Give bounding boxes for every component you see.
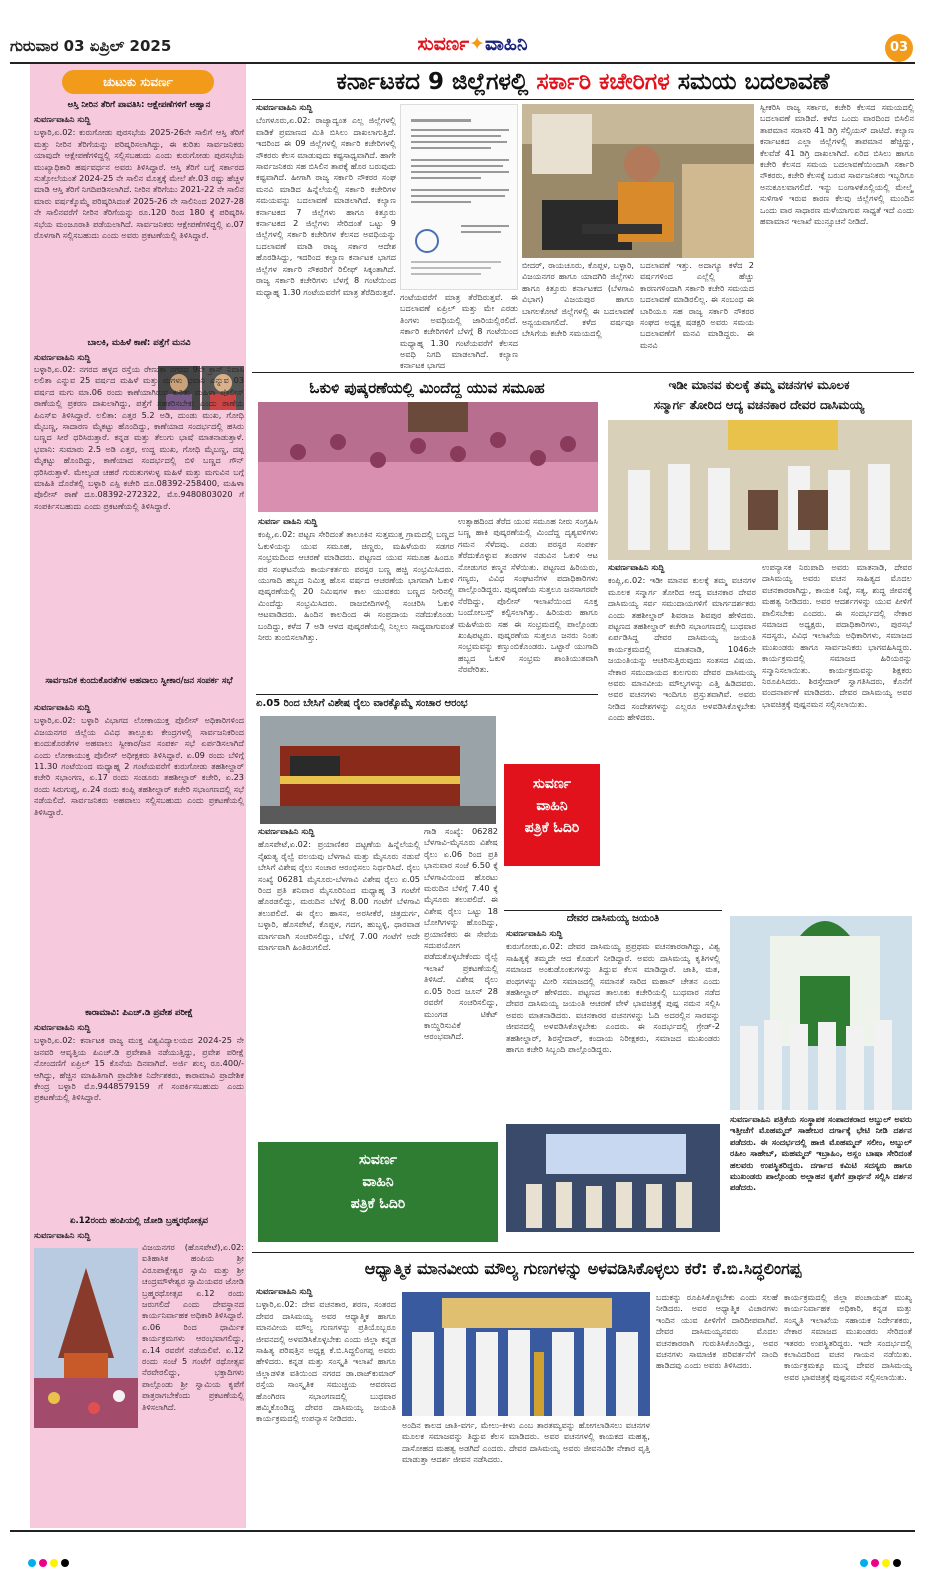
paragraph: ಬಳ್ಳಾರಿ,ಏ.02: ಕರ್ನಾಟಕ ರಾಜ್ಯ ಮುಕ್ತ ವಿಶ್ವವಿದ್ಯಾಲಯದ 2024-25 ನೇ ಜನವರಿ ಆವೃತ್ತಿಯ ಪಿಎಚ್.ಡಿ ಪ್ರವೇಶಾತಿ ನಡೆಯುತ್ತಿದ್ದು, ಪ್ರವೇಶ ಪರೀಕ್ಷೆ ನೋಂದಣಿಗೆ ಏಪ್ರಿಲ್ 15 ಕೊನೆಯ ದಿನವಾಗಿದೆ. ಅರ್ಜಿ ಶುಲ್ಕ ರೂ.400/- ಆಗಿದ್ದು, ಹೆಚ್ಚಿನ ಮಾಹಿತಿಗಾಗಿ ಪ್ರಾದೇಶಿಕ ನಿರ್ದೇಶಕರು, ಕಾರಾಮಾವಿ ಪ್ರಾದೇಶಿಕ ಕೇಂದ್ರ ಬಳ್ಳಾರಿ ಮೊ.9448579159 ಗೆ ಸಂಪರ್ಕಿಸಬಹುದು ಎಂದು ಪ್ರಕಟಣೆಯಲ್ಲಿ ತಿಳಿಸಿದ್ದಾರೆ. <box>34 1035 244 1103</box>
paragraph: ಗಾಡಿ ಸಂಖ್ಯೆ: 06282 ಬೆಳಗಾವಿ-ಮೈಸೂರು ವಿಶೇಷ ರೈಲು ಏ.06 ರಿಂದ ಪ್ರತಿ ಭಾನುವಾರ ಸಂಜೆ 6.50 ಕ್ಕೆ ಬೆಳಗಾವಿಯಿಂದ ಹೊರಟು ಮರುದಿನ ಬೆಳಿಗ್ಗೆ 7.40 ಕ್ಕೆ ಮೈಸೂರು ತಲುಪಲಿದೆ. ಈ ವಿಶೇಷ ರೈಲು ಒಟ್ಟು 18 ಬೋಗಿಗಳನ್ನು ಹೊಂದಿದ್ದು, ಪ್ರಯಾಣಿಕರು ಈ ಸೇವೆಯ ಸದುಪಯೋಗ ಪಡೆದುಕೊಳ್ಳಬೇಕೆಂದು ರೈಲ್ವೆ ಇಲಾಖೆ ಪ್ರಕಟಣೆಯಲ್ಲಿ ತಿಳಿಸಿದೆ. ವಿಶೇಷ ರೈಲು ಏ.05 ರಿಂದ ಜೂನ್ 28 ರವರೆಗೆ ಸಂಚರಿಸಲಿದ್ದು, ಮುಂಗಡ ಟಿಕೆಟ್ ಕಾಯ್ದಿರಿಸುವಿಕೆ ಆರಂಭವಾಗಿದೆ. <box>424 826 498 1042</box>
lead-headline <box>252 66 914 98</box>
sidebar-story5-byline <box>34 1230 244 1242</box>
chariot-festival-photo <box>34 1248 138 1428</box>
promo-line3: ಪತ್ರಿಕೆ ಓದಿರಿ <box>524 820 580 836</box>
dasimayya-col1 <box>608 562 756 896</box>
paragraph: ಬದಲಾವಣೆ ಇತ್ತು. ಅದಾಗ್ಯೂ ಕಳೆದ 2 ವರ್ಷಗಳಿಂದ ಎಲ್ಲೆಲ್ಲಿ ಹೆಚ್ಚು ಕಾರಣಗಳಿಂದಾಗಿ ಸರ್ಕಾರಿ ಕಚೇರಿ ಸಮಯದ ಬದಲಾವಣೆ ಮಾಡಿರಲಿಲ್ಲ. ಈ ಸಂಬಂಧ ಈ ಬಾರಿಯೂ ಸಹ ರಾಜ್ಯ ಸರ್ಕಾರಿ ನೌಕರರ ಸಂಘದ ಅಧ್ಯಕ್ಷ ಷಡಕ್ಷರಿ ಅವರು ಸಮಯ ಬದಲಾವಣೆಗೆ ಮನವಿ ಮಾಡಿದ್ದರು. ಈ ಮನವಿ <box>640 260 754 350</box>
paragraph: ಕಂಪ್ಲಿ,ಏ.02: ಪಟ್ಟಣ ಸೇರಿದಂತೆ ತಾಲೂಕಿನ ಸುತ್ತಮುತ್ತ ಗ್ರಾಮದಲ್ಲಿ ಬಣ್ಣದ ಓಕುಳಿಯನ್ನು ಯುವ ಸಮೂಹ, ಚಿಣ್ಣರು, ಮಹಿಳೆಯರು ಸಡಗರ ಸಂಭ್ರಮದಿಂದ ಆಚರಣೆ ಮಾಡಿದರು. ಪಟ್ಟಣದ ಯುವ ಸಮೂಹ ಹಿಂದೂ ಪರ ಸಂಘಟನೆಯ ಕಾರ್ಯಕರ್ತರು ಪರಸ್ಪರ ಬಣ್ಣ ಹಚ್ಚಿ ಸಂಭ್ರಮಿಸಿದರು. ಯುಗಾದಿ ಹಬ್ಬದ ನಿಮಿತ್ತ ಹೊಸ ವರ್ಷದ ಆಚರಣೆಯ ಭಾಗವಾಗಿ ಓಕುಳಿ ಪುಷ್ಕರಣೆಯಲ್ಲಿ 20 ನಿಮಿಷಗಳ ಕಾಲ ಯುವಕರು ಬಣ್ಣದ ನೀರಿನಲ್ಲಿ ಮಿಂದೆದ್ದು ಸಂಭ್ರಮಿಸಿದರು. ರಾಜಬೀದಿಗಳಲ್ಲಿ ಸಂಚರಿಸಿ ಓಕುಳಿ ಆಟವಾಡಿದರು. ಹಿಂದಿನ ಕಾಲದಿಂದ ಈ ಸಂಪ್ರದಾಯ ನಡೆದುಕೊಂಡು ಬಂದಿದ್ದು, ಕಳೆದ 7 ಅಡಿ ಆಳದ ಪುಷ್ಕರಣೆಯಲ್ಲಿ ನಿಲ್ಲಲು ಸಾಧ್ಯವಾಗುವಂತೆ ನೀರು ತುಂಬಿಸಲಾಗಿತ್ತು. <box>258 529 454 643</box>
byline: ಸುವರ್ಣವಾಹಿನಿ ಸುದ್ದಿ <box>256 1286 313 1296</box>
magenta-dot-icon <box>39 1559 47 1567</box>
paragraph: ಕುರುಗೋಡು,ಏ.02: ದೇವರ ದಾಸಿಮಯ್ಯ ಪ್ರಪ್ರಥಮ ವಚನಕಾರರಾಗಿದ್ದು, ವಿಶ್ವ ಸಾಹಿತ್ಯಕ್ಕೆ ತಮ್ಮದೇ ಆದ ಕೊಡುಗೆ ನೀಡಿದ್ದಾರೆ. ಅವರು ದಾಸಿಮಯ್ಯ ಕೃತಿಗಳಲ್ಲಿ ಸಮಾಜದ ಅಂಕುಡೊಂಕುಗಳನ್ನು ತಿದ್ದುವ ಕೆಲಸ ಮಾಡಿದ್ದಾರೆ. ಜಾತಿ, ಮತ, ಪಂಥಗಳನ್ನು ಮೀರಿ ಸಮಾಜದಲ್ಲಿ ಸಮಾನತೆ ಸಾರಿದ ಮಹಾನ್ ಚೇತನ ಎಂದು ತಹಶೀಲ್ದಾರ್ ಹೇಳಿದರು. ಪಟ್ಟಣದ ತಾಲೂಕು ಕಚೇರಿಯಲ್ಲಿ ಬುಧವಾರ ನಡೆದ ದೇವರ ದಾಸಿಮಯ್ಯ ಜಯಂತಿ ಆಚರಣೆ ವೇಳೆ ಭಾವಚಿತ್ರಕ್ಕೆ ಪುಷ್ಪ ನಮನ ಸಲ್ಲಿಸಿ ಅವರು ಮಾತನಾಡಿದರು. ವಚನಕಾರರ ವಚನಗಳನ್ನು ಓದಿ ಅದರಲ್ಲಿನ ಸಾರವನ್ನು ಜೀವನದಲ್ಲಿ ಅಳವಡಿಸಿಕೊಳ್ಳಬೇಕು ಎಂದರು. ಈ ಸಂದರ್ಭದಲ್ಲಿ ಗ್ರೇಡ್-2 ತಹಶೀಲ್ದಾರ್, ಶಿರಸ್ತೇದಾರ್, ಕಂದಾಯ ನಿರೀಕ್ಷಕರು, ಸಮಾಜದ ಮುಖಂಡರು ಹಾಗೂ ಕಚೇರಿ ಸಿಬ್ಬಂದಿ ಪಾಲ್ಗೊಂಡಿದ್ದರು. <box>506 941 720 1055</box>
jayanti-event-photo <box>506 1124 720 1232</box>
lead-col5 <box>760 102 914 370</box>
cyan-dot-icon <box>860 1559 868 1567</box>
print-registration-marks-left <box>28 1552 88 1562</box>
sidebar-story1-body <box>34 114 244 334</box>
paragraph: ಕಂಪ್ಲಿ,ಏ.02: ಇಡೀ ಮಾನವ ಕುಲಕ್ಕೆ ತಮ್ಮ ವಚನಗಳ ಮೂಲಕ ಸನ್ಮಾರ್ಗ ತೋರಿದ ಆದ್ಯ ವಚನಕಾರ ದೇವರ ದಾಸಿಮಯ್ಯ ಸರ್ವ ಸಮುದಾಯಗಳಿಗೆ ಮಾರ್ಗದರ್ಶಕರು ಎಂದು ತಹಶೀಲ್ದಾರ್ ಶಿವರಾಜ ಶಿವಪುರ ಹೇಳಿದರು. ಪಟ್ಟಣದ ತಹಶೀಲ್ದಾರ್ ಕಚೇರಿ ಸಭಾಂಗಣದಲ್ಲಿ ಬುಧವಾರ ಏರ್ಪಡಿಸಿದ್ದ ದೇವರ ದಾಸಿಮಯ್ಯ ಜಯಂತಿ ಕಾರ್ಯಕ್ರಮದಲ್ಲಿ ಮಾತನಾಡಿ, 1046ನೇ ಜಯಂತಿಯನ್ನು ಆಚರಿಸುತ್ತಿರುವುದು ಸಂತಸದ ವಿಷಯ. ನೇಕಾರ ಸಮುದಾಯದ ಕುಲಗುರು ದೇವರ ದಾಸಿಮಯ್ಯ ಅವರು ಮಾನವೀಯ ಮೌಲ್ಯಗಳನ್ನು ಎತ್ತಿ ಹಿಡಿದವರು. ಅವರ ವಚನಗಳು ಇಂದಿಗೂ ಪ್ರಸ್ತುತವಾಗಿವೆ. ಅವರು ನೀಡಿದ ಸಂದೇಶಗಳನ್ನು ಎಲ್ಲರೂ ಅಳವಡಿಸಿಕೊಳ್ಳಬೇಕು ಎಂದು ಹೇಳಿದರು. <box>608 575 756 723</box>
sidebar-story5-body <box>142 1242 244 1430</box>
byline: ಸುವರ್ಣವಾಹಿನಿ ಸುದ್ದಿ <box>258 826 315 836</box>
lead-rule <box>252 99 914 100</box>
paragraph: ಬೆಂಗಳೂರು,ಏ.02: ರಾಜ್ಯಾದ್ಯಂತ ಎಲ್ಲ ಜಿಲ್ಲೆಗಳಲ್ಲಿ ವಾಡಿಕೆ ಪ್ರಮಾಣದ ಮಿತಿ ಬಿಸಿಲು ದಾಖಲಾಗುತ್ತಿದೆ. ಇದರಿಂದ ಈ 09 ಜಿಲ್ಲೆಗಳಲ್ಲಿ ಸರ್ಕಾರಿ ಕಚೇರಿಗಳಲ್ಲಿ ನೌಕರರು ಕೆಲಸ ಮಾಡುವುದು ಕಷ್ಟಸಾಧ್ಯವಾಗಿದೆ. ಹಾಗೇ ಸಾರ್ವಜನಿಕರು ಸಹ ಬಿಸಿಲಿನ ತಾಪಕ್ಕೆ ಹೊರ ಬರುವುದು ಕಷ್ಟವಾಗಿದೆ. ಹೀಗಾಗಿ ರಾಜ್ಯ ಸರ್ಕಾರಿ ನೌಕರರ ಸಂಘ ಮನವಿ ಮಾಡಿದ ಹಿನ್ನೆಲೆಯಲ್ಲಿ ಸರ್ಕಾರಿ ಕಚೇರಿಗಳ ಸಮಯವನ್ನು ಬದಲಾವಣೆ ಮಾಡಲಾಗಿದೆ. ಕಲ್ಯಾಣ ಕರ್ನಾಟಕದ 7 ಜಿಲ್ಲೆಗಳು ಹಾಗೂ ಕಿತ್ತೂರು ಕರ್ನಾಟಕದ 2 ಜಿಲ್ಲೆಗಳು ಸೇರಿದಂತೆ ಒಟ್ಟು 9 ಜಿಲ್ಲೆಗಳಲ್ಲಿ ಸರ್ಕಾರಿ ಕಚೇರಿಗಳ ಕೆಲಸದ ಅವಧಿಯನ್ನು ಬದಲಾವಣೆ ಮಾಡಿ ರಾಜ್ಯ ಸರ್ಕಾರ ಆದೇಶ ಹೊರಡಿಸಿದ್ದು, ಇದರಿಂದ ಕಲ್ಯಾಣ ಕರ್ನಾಟಕ ಭಾಗದ ಜಿಲ್ಲೆಗಳ ಸರ್ಕಾರಿ ನೌಕರರಿಗೆ ರಿಲೀಫ್ ಸಿಕ್ಕಂತಾಗಿದೆ. ರಾಜ್ಯ ಸರ್ಕಾರಿ ಕಚೇರಿಗಳು ಬೆಳಗ್ಗೆ 8 ಗಂಟೆಯಿಂದ ಮಧ್ಯಾಹ್ನ 1.30 ಗಂಟೆಯವರೆಗೆ ಮಾತ್ರ ತೆರೆದಿರುತ್ತವೆ. <box>256 115 396 297</box>
promo-line1: ಸುವರ್ಣ <box>532 776 572 792</box>
sidebar-story5-headline: ಏ.12ರಂದು ಹಂಪಿಯಲ್ಲಿ ಜೋಡಿ ಬ್ರಹ್ಮರಥೋತ್ಸವ <box>70 1216 208 1226</box>
promo-line1: ಸುವರ್ಣ <box>358 1152 398 1168</box>
lead-col4 <box>640 260 754 370</box>
issue-date: ಗುರುವಾರ 03 ಏಪ್ರಿಲ್ 2025 <box>10 37 172 55</box>
paragraph: ಬಳ್ಳಾರಿ,ಏ.02: ದೇವ ವಚನಕಾರ, ಶರಣ, ಸಂತರದ ದೇವರ ದಾಸಿಮಯ್ಯ ಅವರ ಆಧ್ಯಾತ್ಮಿಕ ಹಾಗೂ ಮಾನವೀಯ ಮೌಲ್ಯ ಗುಣಗಳನ್ನು ಪ್ರತಿಯೊಬ್ಬರೂ ಜೀವನದಲ್ಲಿ ಅಳವಡಿಸಿಕೊಳ್ಳಬೇಕು ಎಂದು ಜಿಲ್ಲಾ ಕನ್ನಡ ಸಾಹಿತ್ಯ ಪರಿಷತ್ತಿನ ಅಧ್ಯಕ್ಷ ಕೆ.ಬಿ.ಸಿದ್ಧಲಿಂಗಪ್ಪ ಅವರು ಹೇಳಿದರು. ಕನ್ನಡ ಮತ್ತು ಸಂಸ್ಕೃತಿ ಇಲಾಖೆ ಹಾಗೂ ಜಿಲ್ಲಾಡಳಿತ ವತಿಯಿಂದ ನಗರದ ಡಾ.ರಾಜ್‌ಕುಮಾರ್ ರಸ್ತೆಯ ಸಾಂಸ್ಕೃತಿಕ ಸಮುಚ್ಚಯ ಆವರಣದ ಹೊಂಗಿರಣ ಸಭಾಂಗಣದಲ್ಲಿ ಬುಧವಾರ ಹಮ್ಮಿಕೊಂಡಿದ್ದ ದೇವರ ದಾಸಿಮಯ್ಯ ಜಯಂತಿ ಕಾರ್ಯಕ್ರಮದಲ್ಲಿ ಉಪನ್ಯಾಸ ನೀಡಿದರು. <box>256 1299 396 1424</box>
spiritual-col2 <box>402 1420 650 1526</box>
byline: ಸುವರ್ಣವಾಹಿನಿ ಸುದ್ದಿ <box>506 928 563 938</box>
crowd-pond-image <box>258 402 598 512</box>
promo-box-red <box>504 764 600 866</box>
paragraph: ಸ್ವೀಕರಿಸಿ ರಾಜ್ಯ ಸರ್ಕಾರ, ಕಚೇರಿ ಕೆಲಸದ ಸಮಯದಲ್ಲಿ ಬದಲಾವಣೆ ಮಾಡಿದೆ. ಕಳೆದ ಒಂದು ವಾರದಿಂದ ಬಿಸಿಲಿನ ತಾಪಮಾನ ಸರಾಸರಿ 41 ಡಿಗ್ರಿ ಸೆಲ್ಸಿಯಸ್ ದಾಟಿದೆ. ಕಲ್ಯಾಣ ಕರ್ನಾಟಕದ ಎಲ್ಲಾ ಜಿಲ್ಲೆಗಳಲ್ಲಿ ತಾಪಮಾನ ಹೆಚ್ಚಿದ್ದು, ಕೆಲವೆಡೆ 41 ಡಿಗ್ರಿ ದಾಖಲಾಗಿದೆ. ಏರಿದ ಬಿಸಿಲು ಹಾಗೂ ಕಚೇರಿ ಕೆಲಸದ ಸಮಯ ಬದಲಾವಣೆಯಿಂದಾಗಿ ಸರ್ಕಾರಿ ನೌಕರರು, ಕಚೇರಿ ಕೆಲಸಕ್ಕೆ ಬರುವ ಸಾರ್ವಜನಿಕರು ಇಬ್ಬರಿಗೂ ಅನುಕೂಲವಾಗಲಿದೆ. ಇನ್ನು ಬಂಗಾಳಕೊಲ್ಲಿಯಲ್ಲಿ ಮೇಲ್ಮೈ ಸುಳಿಗಾಳಿ ಇರುವ ಕಾರಣ ಕೆಲವು ಜಿಲ್ಲೆಗಳಲ್ಲಿ ಮುಂದಿನ ಒಂದು ವಾರ ಸಾಧಾರಣ ಮಳೆಯಾಗುವ ಸಾಧ್ಯತೆ ಇದೆ ಎಂದು ಹವಾಮಾನ ಇಲಾಖೆ ಮುನ್ಸೂಚನೆ ನೀಡಿದೆ. <box>760 102 914 227</box>
lead-headline-part3: ಸಮಯ ಬದಲಾವಣೆ <box>669 69 830 95</box>
jayanti-body <box>506 928 720 1120</box>
paragraph: ಉಪನ್ಯಾಸಕ ನಿರುಪಾದಿ ಅವರು ಮಾತನಾಡಿ, ದೇವರ ದಾಸಿಮಯ್ಯ ಅವರು ವಚನ ಸಾಹಿತ್ಯದ ಮೊದಲ ವಚನಕಾರರಾಗಿದ್ದು, ಕಾಯಕ ನಿಷ್ಠೆ, ಸತ್ಯ, ಶುದ್ಧ ಜೀವನಕ್ಕೆ ಮಹತ್ವ ನೀಡಿದರು. ಅವರ ಆದರ್ಶಗಳನ್ನು ಯುವ ಪೀಳಿಗೆ ಪಾಲಿಸಬೇಕು ಎಂದರು. ಈ ಸಂದರ್ಭದಲ್ಲಿ ನೇಕಾರ ಸಮಾಜದ ಅಧ್ಯಕ್ಷರು, ಪದಾಧಿಕಾರಿಗಳು, ಪುರಸಭೆ ಸದಸ್ಯರು, ವಿವಿಧ ಇಲಾಖೆಯ ಅಧಿಕಾರಿಗಳು, ಸಮಾಜದ ಮುಖಂಡರು ಹಾಗೂ ಸಾರ್ವಜನಿಕರು ಭಾಗವಹಿಸಿದ್ದರು. ಕಾರ್ಯಕ್ರಮದಲ್ಲಿ ಸಮಾಜದ ಹಿರಿಯರನ್ನು ಸನ್ಮಾನಿಸಲಾಯಿತು. ಕಾರ್ಯಕ್ರಮವನ್ನು ಶಿಕ್ಷಕರು ನಿರೂಪಿಸಿದರು. ಶಿರಸ್ತೇದಾರ್ ಸ್ವಾಗತಿಸಿದರು, ಕೊನೆಗೆ ವಂದನಾರ್ಪಣೆ ಮಾಡಿದರು. ದೇವರ ದಾಸಿಮಯ್ಯ ಅವರ ಭಾವಚಿತ್ರಕ್ಕೆ ಪುಷ್ಪನಮನ ಸಲ್ಲಿಸಲಾಯಿತು. <box>762 562 912 709</box>
paragraph: ಬಳ್ಳಾರಿ,ಏ.02: ನಗರದ ಹಳ್ಳದ ರಸ್ತೆಯ ರೇಣುಕಾ ನಗರದ 9ನೇ ಕ್ರಾಸ್ ನಿವಾಸಿ ಲಲಿತಾ ಎನ್ನುವ 25 ವರ್ಷದ ಮಹಿಳೆ ಮತ್ತು ಮಗಳು ಭವಾನಿ ಎನ್ನುವ 03 ವರ್ಷದ ಮಗು ಮಾ.06 ರಂದು ಕಾಣೆಯಾಗಿರುವ ಕುರಿತು ಮಹಿಳಾ ಪೊಲೀಸ್ ಠಾಣೆಯಲ್ಲಿ ಪ್ರಕರಣ ದಾಖಲಾಗಿದ್ದು, ಪತ್ತೆಗೆ ಸಹಕರಿಸಬೇಕು ಎಂದು ಠಾಣೆಯ ಪಿಎಸ್ಐ ತಿಳಿಸಿದ್ದಾರೆ. ಲಲಿತಾ: ಎತ್ತರ 5.2 ಅಡಿ, ದುಂಡು ಮುಖ, ಗೋಧಿ ಮೈಬಣ್ಣ, ಸಾದಾರಣ ಮೈಕಟ್ಟು ಹೊಂದಿದ್ದು, ಕಾಣೆಯಾದ ಸಂದರ್ಭದಲ್ಲಿ ಹಸಿರು ಬಣ್ಣದ ಸೀರೆ ಧರಿಸಿರುತ್ತಾರೆ. ಕನ್ನಡ ಮತ್ತು ತೆಲುಗು ಭಾಷೆ ಮಾತನಾಡುತ್ತಾಳೆ. ಭವಾನಿ: ಸುಮಾರು 2.5 ಅಡಿ ಎತ್ತರ, ಉದ್ದ ಮುಖ, ಗೋಧಿ ಮೈಬಣ್ಣ, ದಪ್ಪ ಮೈಕಟ್ಟು ಹೊಂದಿದ್ದು, ಕಾಣೆಯಾದ ಸಂದರ್ಭದಲ್ಲಿ ಬಿಳಿ ಬಣ್ಣದ ಗೌನ್ ಧರಿಸಿರುತ್ತಾಳೆ. ಮೇಲ್ಕಂಡ ಚಹರೆ ಗುರುತುಗಳುಳ್ಳ ಮಹಿಳೆ ಮತ್ತು ಮಗುವಿನ ಬಗ್ಗೆ ಮಾಹಿತಿ ದೊರೆತಲ್ಲಿ ಬಳ್ಳಾರಿ ಎಸ್ಪಿ ಕಚೇರಿ ದೂ.08392-258400, ಮಹಿಳಾ ಪೊಲೀಸ್ ಠಾಣೆ ದೂ.08392-272322, ಮೊ.9480803020 ಗೆ ಸಂಪರ್ಕಿಸಬಹುದು ಎಂದು ಪ್ರಕಟಣೆಯಲ್ಲಿ ತಿಳಿಸಿದ್ದಾರೆ. <box>34 364 244 511</box>
govt-order-document-photo <box>400 104 518 290</box>
darga-group-image <box>730 916 912 1110</box>
promo-line2: ವಾಹಿನಿ <box>536 798 568 814</box>
byline: ಸುವರ್ಣವಾಹಿನಿ ಸುದ್ದಿ <box>34 1022 91 1032</box>
cyan-dot-icon <box>28 1559 36 1567</box>
masthead-part1: ಸುವರ್ಣ <box>417 33 470 55</box>
black-dot-icon <box>61 1559 69 1567</box>
paragraph: ಬಳ್ಳಾರಿ,ಏ.02: ಬಳ್ಳಾರಿ ವಿಭಾಗದ ಲೋಕಾಯುಕ್ತ ಪೊಲೀಸ್ ಅಧಿಕಾರಿಗಳಿಂದ ವಿಜಯನಗರ ಜಿಲ್ಲೆಯ ವಿವಿಧ ತಾಲ್ಲೂಕು ಕೇಂದ್ರಗಳಲ್ಲಿ ಸಾರ್ವಜನಿಕರಿಂದ ಕುಂದುಕೊರತೆಗಳ ಅಹವಾಲು ಸ್ವೀಕಾರ/ಜನ ಸಂಪರ್ಕ ಸಭೆ ಏರ್ಪಡಿಸಲಾಗಿದೆ ಎಂದು ಲೋಕಾಯುಕ್ತ ಪೊಲೀಸ್ ಅಧೀಕ್ಷಕರು ತಿಳಿಸಿದ್ದಾರೆ. ಏ.09 ರಂದು ಬೆಳಿಗ್ಗೆ 11.30 ಗಂಟೆಯಿಂದ ಮಧ್ಯಾಹ್ನ 2 ಗಂಟೆಯವರೆಗೆ ಕುರುಗೋಡು ತಹಶೀಲ್ದಾರ್ ಕಚೇರಿ ಸಭಾಂಗಣ, ಏ.17 ರಂದು ಸಂಡೂರು ತಹಶೀಲ್ದಾರ್ ಕಚೇರಿ, ಏ.23 ರಂದು ಸಿರುಗುಪ್ಪ, ಏ.24 ರಂದು ಕಂಪ್ಲಿ ತಹಶೀಲ್ದಾರ್ ಕಚೇರಿ ಸಭಾಂಗಣದಲ್ಲಿ ಸಭೆ ನಡೆಯಲಿದೆ. ಸಾರ್ವಜನಿಕರು ಅಹವಾಲು ಸಲ್ಲಿಸಬಹುದು ಎಂದು ಪ್ರಕಟಣೆಯಲ್ಲಿ ತಿಳಿಸಿದ್ದಾರೆ. <box>34 715 244 817</box>
darga-caption: ಸುವರ್ಣವಾಹಿನಿ ಪತ್ರಿಕೆಯ ಸಂಸ್ಥಾಪಕ ಸಂಪಾದಕರಾದ ಅಬ್ದುಲ್ ಅವರು ಇತ್ತೀಚೆಗೆ ಮೊಹಮ್ಮದ್ ಸಾಹೇಬರ ದರ್ಗಾಕ್ಕೆ ಭೇಟಿ ನೀಡಿ ದರ್ಶನ ಪಡೆದರು. ಈ ಸಂದರ್ಭದಲ್ಲಿ ಹಾಜಿ ಮೊಹಮ್ಮದ್ ಸಲೀಂ, ಅಬ್ದುಲ್ ರಹೀಂ ಸಾಹೇಬ್, ಮಹಮ್ಮದ್ ಇಬ್ರಾಹಿಂ, ಅಸ್ಲಂ ಬಾಷಾ ಸೇರಿದಂತೆ ಹಲವರು ಉಪಸ್ಥಿತರಿದ್ದರು. ದರ್ಗಾದ ಕಮಿಟಿ ಸದಸ್ಯರು ಹಾಗೂ ಮುಖಂಡರು ಪಾಲ್ಗೊಂಡು ಅಲ್ಲಾಹನ ಕೃಪೆಗೆ ಪ್ರಾರ್ಥನೆ ಸಲ್ಲಿಸಿ ದರ್ಶನ ಪಡೆದರು. <box>730 1114 912 1193</box>
chariot-photo-image <box>34 1248 138 1428</box>
byline: ಸುವರ್ಣವಾಹಿನಿ ಸುದ್ದಿ <box>34 702 91 712</box>
youth-headline: ಓಕುಳಿ ಪುಷ್ಕರಣೆಯಲ್ಲಿ ಮಿಂದೆದ್ದ ಯುವ ಸಮೂಹ <box>309 379 545 397</box>
section-rule <box>504 910 722 911</box>
sidebar-story4-headline: ಕಾರಾಮಾವಿ: ಪಿಎಚ್.ಡಿ ಪ್ರವೇಶ ಪರೀಕ್ಷೆ <box>85 1008 193 1018</box>
youth-col2 <box>458 516 598 690</box>
sidebar-story4-body <box>34 1022 244 1212</box>
okuli-photo <box>258 402 598 512</box>
print-registration-marks-right <box>860 1552 920 1562</box>
byline: ಸುವರ್ಣವಾಹಿನಿ ಸುದ್ದಿ <box>34 1230 91 1240</box>
paragraph: ಕಾರ್ಯಕ್ರಮದಲ್ಲಿ ಜಿಲ್ಲಾ ಪಂಚಾಯತ್ ಮುಖ್ಯ ಕಾರ್ಯನಿರ್ವಾಹಕ ಅಧಿಕಾರಿ, ಕನ್ನಡ ಮತ್ತು ಸಂಸ್ಕೃತಿ ಇಲಾಖೆಯ ಸಹಾಯಕ ನಿರ್ದೇಶಕರು, ನೇಕಾರ ಸಮಾಜದ ಮುಖಂಡರು ಸೇರಿದಂತೆ ಇತರರು ಉಪಸ್ಥಿತರಿದ್ದರು. ಇದೇ ಸಂದರ್ಭದಲ್ಲಿ ಕಲಾವಿದರಿಂದ ವಚನ ಗಾಯನ ನಡೆಯಿತು. ಕಾರ್ಯಕ್ರಮಕ್ಕೂ ಮುನ್ನ ದೇವರ ದಾಸಿಮಯ್ಯ ಅವರ ಭಾವಚಿತ್ರಕ್ಕೆ ಪುಷ್ಪನಮನ ಸಲ್ಲಿಸಲಾಯಿತು. <box>784 1292 912 1382</box>
promo-line2: ವಾಹಿನಿ <box>362 1174 394 1190</box>
lead-headline-part1: ಕರ್ನಾಟಕದ 9 ಜಿಲ್ಲೆಗಳಲ್ಲಿ <box>336 69 537 95</box>
sidebar-story1-headline: ಅಸ್ತಿ ನೀರಿನ ತೆರಿಗೆ ಪಾವತಿಸಿ: ಆಕ್ಷೇಪಣೆಗಳಿಗೆ ಅಹ್ವಾನ <box>67 100 211 110</box>
group-felicitation-image <box>608 420 912 560</box>
magenta-dot-icon <box>871 1559 879 1567</box>
paragraph: ವಿಜಯನಗರ (ಹೊಸಪೇಟೆ),ಏ.02: ಐತಿಹಾಸಿಕ ಹಂಪಿಯ ಶ್ರೀ ವಿರೂಪಾಕ್ಷೇಶ್ವರ ಸ್ವಾಮಿ ಮತ್ತು ಶ್ರೀ ಚಂದ್ರಮೌಳೇಶ್ವರ ಸ್ವಾಮಿಯವರ ಜೋಡಿ ಬ್ರಹ್ಮರಥೋತ್ಸವ ಏ.12 ರಂದು ಜರುಗಲಿದೆ ಎಂದು ದೇವಸ್ಥಾನದ ಕಾರ್ಯನಿರ್ವಾಹಕ ಅಧಿಕಾರಿ ತಿಳಿಸಿದ್ದಾರೆ. ಏ.06 ರಿಂದ ಧಾರ್ಮಿಕ ಕಾರ್ಯಕ್ರಮಗಳು ಆರಂಭವಾಗಲಿದ್ದು, ಏ.14 ರವರೆಗೆ ನಡೆಯಲಿವೆ. ಏ.12 ರಂದು ಸಂಜೆ 5 ಗಂಟೆಗೆ ರಥೋತ್ಸವ ನೆರವೇರಲಿದ್ದು, ಭಕ್ತಾದಿಗಳು ಪಾಲ್ಗೊಂಡು ಶ್ರೀ ಸ್ವಾಮಿಯ ಕೃಪೆಗೆ ಪಾತ್ರರಾಗಬೇಕೆಂದು ಪ್ರಕಟಣೆಯಲ್ಲಿ ತಿಳಿಸಲಾಗಿದೆ. <box>142 1242 244 1412</box>
yellow-dot-icon <box>50 1559 58 1567</box>
train-photo <box>260 716 496 824</box>
yellow-dot-icon <box>882 1559 890 1567</box>
lead-col3 <box>522 260 634 370</box>
spiritual-col3 <box>656 1292 778 1526</box>
masthead <box>340 33 605 59</box>
footer-rule <box>10 1530 915 1532</box>
document-image <box>401 105 518 290</box>
sidebar-title: ಚುಟುಕು ಸುವರ್ಣ <box>62 70 214 94</box>
lead-col1 <box>256 102 396 370</box>
spiritual-headline: ಆಧ್ಯಾತ್ಮಿಕ ಮಾನವೀಯ ಮೌಲ್ಯ ಗುಣಗಳನ್ನು ಅಳವಡಿಸಿಕೊಳ್ಳಲು ಕರೆ: ಕೆ.ಬಿ.ಸಿದ್ಧಲಿಂಗಪ್ಪ <box>364 1259 802 1278</box>
office-worker-photo <box>522 104 754 258</box>
jayanti-headline: ದೇವರ ದಾಸಿಮಯ್ಯ ಜಯಂತಿ <box>566 913 660 924</box>
paragraph: ಉತ್ಸಾಹದಿಂದ ತೆರೆದ ಯುವ ಸಮೂಹ ನೀರು ಸಂಗ್ರಹಿಸಿ ಬಣ್ಣ ಹಾಕಿ ಪುಷ್ಕರಣೆಯಲ್ಲಿ ಮಿಂದೆದ್ದ ದೃಶ್ಯವಳಿಗಳು ಗಮನ ಸೆಳೆದವು. ಎರಡು ಪರಸ್ಪರ ಸಂಪರ್ಕ ತೆರೆದುಕೊಳ್ಳುವ ತಂಡಗಳ ನಡುವಿನ ಓಕುಳಿ ಆಟ ನೋಡುಗರ ಕಣ್ಮನ ಸೆಳೆಯಿತು. ಪಟ್ಟಣದ ಹಿರಿಯರು, ಗಣ್ಯರು, ವಿವಿಧ ಸಂಘಟನೆಗಳ ಪದಾಧಿಕಾರಿಗಳು ಪಾಲ್ಗೊಂಡಿದ್ದರು. ಪುಷ್ಕರಣೆಯ ಸುತ್ತಲೂ ಜನಸಾಗರವೇ ನೆರೆದಿದ್ದು, ಪೊಲೀಸ್ ಇಲಾಖೆಯಿಂದ ಸೂಕ್ತ ಬಂದೋಬಸ್ತ್ ಕಲ್ಪಿಸಲಾಗಿತ್ತು. ಹಿರಿಯರು ಹಾಗೂ ಮಹಿಳೆಯರು ಸಹ ಈ ಸಂಭ್ರಮದಲ್ಲಿ ಪಾಲ್ಗೊಂಡು ಖುಷಿಪಟ್ಟರು. ಪುಷ್ಕರಣೆಯ ಸುತ್ತಲೂ ಜನರು ನಿಂತು ಸಂಭ್ರಮವನ್ನು ಕಣ್ತುಂಬಿಕೊಂಡರು. ಒಟ್ಟಾರೆ ಯುಗಾದಿ ಹಬ್ಬದ ಓಕುಳಿ ಸಂಭ್ರಮ ಶಾಂತಿಯುತವಾಗಿ ನೆರವೇರಿತು. <box>458 516 598 675</box>
promo-line3: ಪತ್ರಿಕೆ ಓದಿರಿ <box>350 1196 406 1212</box>
page-number: 03 <box>885 34 913 62</box>
office-photo-image <box>522 104 754 258</box>
dasimayya-headline-line2: ಸನ್ಮಾರ್ಗ ತೋರಿದ ಆದ್ಯ ವಚನಕಾರ ದೇವರ ದಾಸಿಮಯ್ಯ <box>653 398 865 412</box>
sidebar-story3-body <box>34 702 244 1002</box>
dasimayya-col2 <box>762 562 912 896</box>
byline: ಸುವರ್ಣವಾಹಿನಿ ಸುದ್ದಿ <box>256 102 313 112</box>
byline: ಸುವರ್ಣವಾಹಿನಿ ಸುದ್ದಿ <box>608 562 665 572</box>
section-rule <box>256 694 598 695</box>
lamp-lighting-image <box>402 1292 650 1416</box>
train-headline: ಏ.05 ರಿಂದ ಬೇಸಿಗೆ ವಿಶೇಷ ರೈಲು ವಾರಕ್ಕೊಮ್ಮೆ ಸಂಚಾರ ಆರಂಭ <box>256 698 468 709</box>
section-rule <box>252 372 914 373</box>
sidebar-story3-headline: ಸಾರ್ವಜನಿಕ ಕುಂದುಕೊರತೆಗಳ ಅಹವಾಲು ಸ್ವೀಕಾರ/ಜನ ಸಂಪರ್ಕ ಸಭೆ <box>45 676 233 686</box>
darga-visit-photo <box>730 916 912 1110</box>
byline: ಸುವರ್ಣ ವಾಹಿನಿ ಸುದ್ದಿ <box>258 516 318 526</box>
paragraph: ಗಂಟೆಯವರೆಗೆ ಮಾತ್ರ ತೆರೆದಿರುತ್ತವೆ. ಈ ಬದಲಾವಣೆ ಏಪ್ರಿಲ್ ಮತ್ತು ಮೇ ಎರಡು ತಿಂಗಳು ಅವಧಿಯಲ್ಲಿ ಜಾರಿಯಲ್ಲಿರಲಿದೆ. ಸರ್ಕಾರಿ ಕಚೇರಿಗಳಿಗೆ ಬೆಳಗ್ಗೆ 8 ಗಂಟೆಯಿಂದ ಮಧ್ಯಾಹ್ನ 1.30 ಗಂಟೆಯವರೆಗೆ ಕೆಲಸದ ಅವಧಿ ನಿಗದಿ ಮಾಡಲಾಗಿದೆ. ಕಲ್ಯಾಣ ಕರ್ನಾಟಕ ಭಾಗದ <box>400 292 518 370</box>
byline: ಸುವರ್ಣವಾಹಿನಿ ಸುದ್ದಿ <box>34 114 91 124</box>
lead-headline-part2: ಸರ್ಕಾರಿ ಕಚೇರಿಗಳ <box>536 69 670 95</box>
promo-box-green <box>258 1142 498 1242</box>
paragraph: ಬಳ್ಳಾರಿ,ಏ.02: ಕುರುಗೋಡು ಪುರಸಭೆಯ 2025-26ನೇ ಸಾಲಿಗೆ ಆಸ್ತಿ ತೆರಿಗೆ ಮತ್ತು ನೀರಿನ ತೆರಿಗೆಯನ್ನು ಪರಿಷ್ಕರಿಸಲಾಗಿದ್ದು, ಈ ಕುರಿತು ಸಾರ್ವಜನಿಕರು ಯಾವುದೇ ಆಕ್ಷೇಪಣೆಗಳಿದ್ದಲ್ಲಿ ಸಲ್ಲಿಸಬಹುದು ಎಂದು ಕುರುಗೋಡು ಪುರಸಭೆಯ ಮುಖ್ಯಾಧಿಕಾರಿ ಹರ್ಷವರ್ಧನ ಅವರು ತಿಳಿಸಿದ್ದಾರೆ. ಆಸ್ತಿ ತೆರಿಗೆ ಬಗ್ಗೆ ಸರ್ಕಾರದ ಸುತ್ತೋಲೆಯಂತೆ 2024-25 ನೇ ಸಾಲಿನ ಮೊತ್ತಕ್ಕೆ ಮೇಲೆ ಶೇ.03 ರಷ್ಟು ಹೆಚ್ಚಳ ಮಾಡಿ ಆಸ್ತಿ ತೆರಿಗೆ ನಿಗದಿಪಡಿಸಲಾಗಿದೆ. ನೀರಿನ ತೆರಿಗೆಯು 2021-22 ನೇ ಸಾಲಿನ ಮಾರು ವರ್ಷಕ್ಕೊಮ್ಮೆ ಪರಿಷ್ಕರಿಸಿದಂತೆ 2025-26 ನೇ ಸಾಲಿನಿಂದ 2027-28 ನೇ ಸಾಲಿನವರೆಗೆ ನೀರಿನ ತೆರಿಗೆಯನ್ನು ರೂ.120 ರಿಂದ 180 ಕ್ಕೆ ಪರಿಷ್ಕರಿಸಿ ಸಭೆಯ ಮಂಜೂರಾತಿ ಪಡೆಯಲಾಗಿದೆ. ಸಾರ್ವಜನಿಕರು ಆಕ್ಷೇಪಣೆಗಳಿದ್ದಲ್ಲಿ ಏ.07 ರೊಳಗಾಗಿ ಸಲ್ಲಿಸಬಹುದು ಎಂದು ಅವರು ಪ್ರಕಟಣೆಯಲ್ಲಿ ತಿಳಿಸಿದ್ದಾರೆ. <box>34 127 244 241</box>
lead-col2 <box>400 292 518 370</box>
paragraph: ಅಂದಿನ ಕಾಲದ ಜಾತಿ-ವರ್ಗ, ಮೇಲು-ಕೀಳು ಎಂಬ ತಾರತಮ್ಯವನ್ನು ಹೋಗಲಾಡಿಸಲು ವಚನಗಳ ಮೂಲಕ ಸಮಾಜವನ್ನು ತಿದ್ದುವ ಕೆಲಸ ಮಾಡಿದರು. ಅವರ ವಚನಗಳಲ್ಲಿ ಕಾಯಕದ ಮಹತ್ವ, ದಾಸೋಹದ ಮಹತ್ವ ಅಡಗಿದೆ ಎಂದರು. ದೇವರ ದಾಸಿಮಯ್ಯ ಅವರು ಜೀವನವಿಡೀ ನೇಕಾರ ವೃತ್ತಿ ಮಾಡುತ್ತಾ ಆದರ್ಶ ಜೀವನ ನಡೆಸಿದರು. <box>402 1420 650 1465</box>
masthead-part2: ವಾಹಿನಿ <box>485 33 528 55</box>
spiritual-col4 <box>784 1292 912 1526</box>
paragraph: ಬದುಕನ್ನು ರೂಪಿಸಿಕೊಳ್ಳಬೇಕು ಎಂದು ಸಲಹೆ ನೀಡಿದರು. ಅವರ ಆಧ್ಯಾತ್ಮಿಕ ವಿಚಾರಗಳು ಇಂದಿನ ಯುವ ಪೀಳಿಗೆಗೆ ದಾರಿದೀಪವಾಗಿವೆ. ದೇವರ ದಾಸಿಮಯ್ಯನವರು ಮೊದಲ ವಚನಕಾರರಾಗಿ ಗುರುತಿಸಿಕೊಂಡಿದ್ದು, ಅವರ ವಚನಗಳು ಸಾಮಾಜಿಕ ಪರಿವರ್ತನೆಗೆ ನಾಂದಿ ಹಾಡಿದವು ಎಂದು ಅವರು ತಿಳಿಸಿದರು. <box>656 1292 778 1371</box>
train-col1 <box>258 826 420 1098</box>
stage-event-image <box>506 1124 720 1232</box>
paragraph: ಹೊಸಪೇಟೆ,ಏ.02: ಪ್ರಯಾಣಿಕರ ದಟ್ಟಣೆಯ ಹಿನ್ನೆಲೆಯಲ್ಲಿ ನೈಋತ್ಯ ರೈಲ್ವೆ ವಲಯವು ಬೆಳಗಾವಿ ಮತ್ತು ಮೈಸೂರು ನಡುವೆ ಬೇಸಿಗೆ ವಿಶೇಷ ರೈಲು ಸಂಚಾರ ಆರಂಭಿಸಲು ನಿರ್ಧರಿಸಿದೆ. ರೈಲು ಸಂಖ್ಯೆ 06281 ಮೈಸೂರು-ಬೆಳಗಾವಿ ವಿಶೇಷ ರೈಲು ಏ.05 ರಿಂದ ಪ್ರತಿ ಶನಿವಾರ ಮೈಸೂರಿನಿಂದ ಮಧ್ಯಾಹ್ನ 3 ಗಂಟೆಗೆ ಹೊರಡಲಿದ್ದು, ಮರುದಿನ ಬೆಳಿಗ್ಗೆ 8.00 ಗಂಟೆಗೆ ಬೆಳಗಾವಿ ತಲುಪಲಿದೆ. ಈ ರೈಲು ಹಾಸನ, ಅರಸೀಕೆರೆ, ಚಿತ್ರದುರ್ಗ, ಬಳ್ಳಾರಿ, ಹೊಸಪೇಟೆ, ಕೊಪ್ಪಳ, ಗದಗ, ಹುಬ್ಬಳ್ಳಿ, ಧಾರವಾಡ ಮಾರ್ಗವಾಗಿ ಸಂಚರಿಸಲಿದ್ದು, ಬೆಳಿಗ್ಗೆ 7.00 ಗಂಟೆಗೆ ಅದೇ ಮಾರ್ಗವಾಗಿ ಹಿಂತಿರುಗಲಿದೆ. <box>258 839 420 953</box>
sidebar-story2-body <box>34 364 244 614</box>
paragraph: ಬೀದರ್, ರಾಯಚೂರು, ಕೊಪ್ಪಳ, ಬಳ್ಳಾರಿ, ವಿಜಯನಗರ ಹಾಗೂ ಯಾದಗಿರಿ ಜಿಲ್ಲೆಗಳು ಹಾಗೂ ಕಿತ್ತೂರು ಕರ್ನಾಟಕದ (ಬೆಳಗಾವಿ ವಿಭಾಗ) ವಿಜಯಪುರ ಹಾಗೂ ಬಾಗಲಕೋಟೆ ಜಿಲ್ಲೆಗಳಲ್ಲಿ ಈ ಬದಲಾವಣೆ ಅನ್ವಯವಾಗಲಿದೆ. ಕಳೆದ ವರ್ಷವೂ ಬೇಸಿಗೆಯ ಕಚೇರಿ ಸಮಯದಲ್ಲಿ <box>522 260 634 339</box>
dasimayya-headline-line1: ಇಡೀ ಮಾನವ ಕುಲಕ್ಕೆ ತಮ್ಮ ವಚನಗಳ ಮೂಲಕ <box>668 378 850 392</box>
youth-col1 <box>258 516 454 690</box>
masthead-logo-icon: ✦ <box>469 33 486 55</box>
sidebar-story2-headline: ಬಾಲಕಿ, ಮಹಿಳೆ ಕಾಣೆ: ಪತ್ತೆಗೆ ಮನವಿ <box>87 338 191 348</box>
spiritual-col1 <box>256 1286 396 1526</box>
byline: ಸುವರ್ಣವಾಹಿನಿ ಸುದ್ದಿ <box>34 352 91 362</box>
train-col2 <box>424 826 498 1096</box>
locomotive-image <box>260 716 496 824</box>
black-dot-icon <box>893 1559 901 1567</box>
felicitation-photo <box>608 420 912 560</box>
section-rule <box>252 1252 914 1253</box>
spiritual-event-photo <box>402 1292 650 1416</box>
